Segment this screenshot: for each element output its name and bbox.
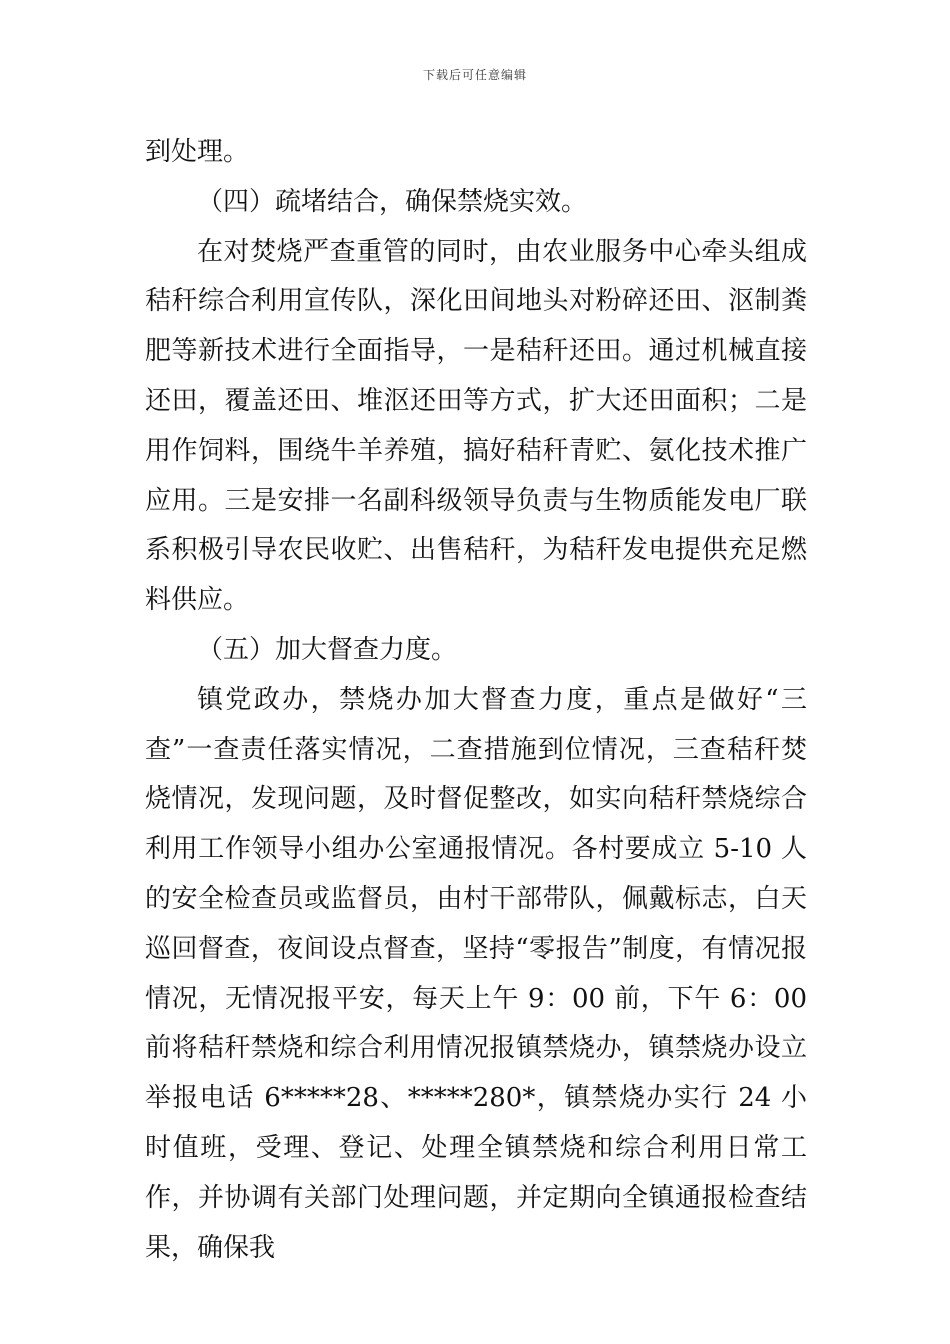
paragraph-straw-utilization: 在对焚烧严查重管的同时，由农业服务中心牵头组成秸秆综合利用宣传队，深化田间地头对粉碎还田、沤制粪肥等新技术进行全面指导，一是秸秆还田。通过机械直接还田，覆盖还田、堆沤还田等方式，扩大还田面积；二是用作饲料，围绕牛羊养殖，搞好秸秆青贮、氨化技术推广应用。三是安排一名副科级领导负责与生物质能发电厂联系积极引导农民收贮、出售秸秆，为秸秆发电提供充足燃料供应。 bbox=[145, 236, 807, 616]
header-note: 下载后可任意编辑 bbox=[422, 68, 527, 82]
document-body bbox=[145, 128, 807, 1273]
paragraph-supervision: 镇党政办，禁烧办加大督查力度，重点是做好“三查”一查责任落实情况，二查措施到位情况，三查秸秆焚烧情况，发现问题，及时督促整改，如实向秸秆禁烧综合利用工作领导小组办公室通报情况。各村要成立 5-10 人的安全检查员或监督员，由村干部带队，佩戴标志，白天巡回督查，夜间设点督查，坚持“零报告”制度，有情况报情况，无情况报平安，每天上午 9：00 前，下午 6：00 前将秸秆禁烧和综合利用情况报镇禁烧办，镇禁烧办设立举报电话 6*****28、*****280*，镇禁烧办实行 24 小时值班，受理、登记、处理全镇禁烧和综合利用日常工作，并协调有关部门处理问题，并定期向全镇通报检查结果，确保我 bbox=[145, 684, 807, 1263]
section-heading-5: （五）加大督查力度。 bbox=[197, 634, 458, 665]
paragraph-continuation: 到处理。 bbox=[145, 137, 250, 167]
section-heading-4: （四）疏堵结合，确保禁烧实效。 bbox=[197, 186, 588, 217]
